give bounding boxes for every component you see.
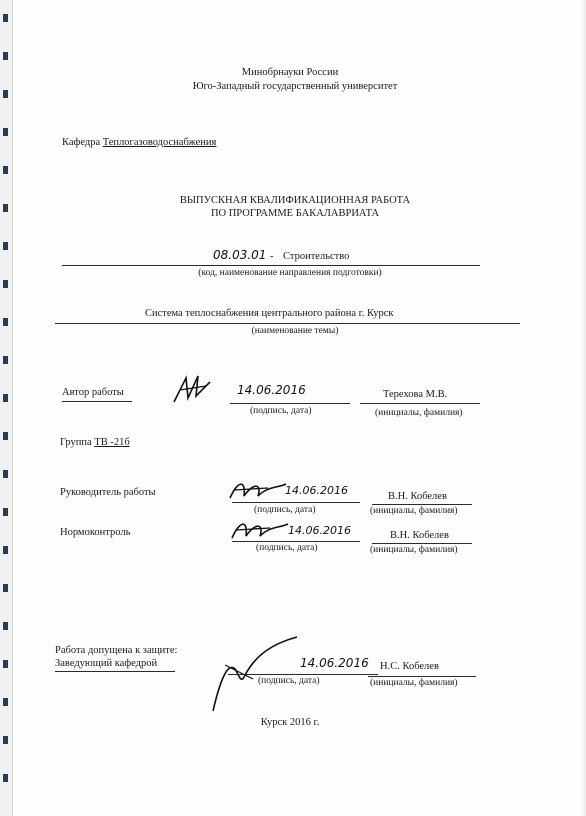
supervisor-sign-caption: (подпись, дата) — [254, 505, 316, 515]
author-name-caption: (инициалы, фамилия) — [375, 408, 463, 418]
binding-mark — [3, 52, 8, 60]
normcontrol-name-caption: (инициалы, фамилия) — [370, 545, 458, 555]
department-label: Кафедра — [62, 137, 101, 148]
binding-mark — [3, 546, 8, 554]
author-date: 14.06.2016 — [237, 383, 306, 397]
supervisor-name: В.Н. Кобелев — [388, 491, 447, 502]
author-name-underline — [360, 403, 480, 404]
direction-caption: (код, наименование направления подготовки) — [198, 268, 382, 278]
binding-strip — [0, 0, 13, 816]
author-sign-underline — [230, 403, 350, 404]
direction-underline — [62, 265, 480, 266]
admission-name-underline — [368, 676, 476, 677]
head-signature — [205, 635, 305, 715]
topic-text: Система теплоснабжения центрального района г. Курск — [145, 308, 394, 319]
supervisor-sign-underline — [232, 502, 360, 503]
normcontrol-date: 14.06.2016 — [288, 524, 351, 537]
normcontrol-sign-underline — [232, 541, 360, 542]
group-line — [60, 437, 130, 448]
work-title-line2: ПО ПРОГРАММЕ БАКАЛАВРИАТА — [210, 208, 380, 219]
author-signature — [172, 372, 212, 406]
binding-mark — [3, 128, 8, 136]
admission-name-caption: (инициалы, фамилия) — [370, 678, 458, 688]
normcontrol-name-underline — [372, 543, 472, 544]
binding-mark — [3, 508, 8, 516]
binding-mark — [3, 356, 8, 364]
binding-mark — [3, 242, 8, 250]
author-label-underline — [62, 401, 132, 402]
department-name: Теплогазоводоснабжения — [102, 137, 217, 148]
admission-label: Работа допущена к защите: — [55, 645, 178, 656]
group-value: ТВ -21б — [94, 437, 130, 448]
direction-separator: - — [270, 251, 274, 262]
binding-mark — [3, 394, 8, 402]
normcontrol-label: Нормоконтроль — [60, 527, 131, 538]
binding-mark — [3, 622, 8, 630]
binding-mark — [3, 660, 8, 668]
university-name: Юго-Западный государственный университет — [192, 81, 398, 92]
admission-name: Н.С. Кобелев — [380, 661, 439, 672]
binding-mark — [3, 698, 8, 706]
direction-code: 08.03.01 — [213, 248, 267, 262]
binding-mark — [3, 318, 8, 326]
head-of-department-label: Заведующий кафедрой — [55, 658, 158, 669]
binding-mark — [3, 166, 8, 174]
binding-mark — [3, 470, 8, 478]
city-year: Курск 2016 г. — [260, 717, 320, 728]
binding-mark — [3, 736, 8, 744]
supervisor-signature — [228, 478, 288, 504]
admission-sign-underline — [228, 674, 378, 675]
work-title-line1: ВЫПУСКНАЯ КВАЛИФИКАЦИОННАЯ РАБОТА — [179, 195, 411, 206]
group-label: Группа — [60, 437, 92, 448]
binding-mark — [3, 774, 8, 782]
binding-mark — [3, 432, 8, 440]
author-name: Терехова М.В. — [383, 389, 448, 400]
supervisor-name-underline — [372, 504, 472, 505]
binding-mark — [3, 204, 8, 212]
direction-name: Строительство — [283, 251, 350, 262]
topic-caption: (наименование темы) — [251, 326, 339, 336]
admission-date: 14.06.2016 — [300, 656, 369, 670]
ministry-name: Минобрнауки России — [241, 67, 339, 78]
supervisor-name-caption: (инициалы, фамилия) — [370, 506, 458, 516]
binding-mark — [3, 90, 8, 98]
normcontrol-name: В.Н. Кобелев — [390, 530, 449, 541]
topic-underline — [55, 323, 520, 324]
head-label-underline — [55, 671, 175, 672]
author-sign-caption: (подпись, дата) — [250, 406, 312, 416]
binding-mark — [3, 14, 8, 22]
supervisor-date: 14.06.2016 — [285, 484, 348, 497]
supervisor-label: Руководитель работы — [60, 487, 156, 498]
author-label: Автор работы — [62, 387, 124, 398]
page-edge-shadow — [580, 0, 586, 816]
binding-mark — [3, 584, 8, 592]
admission-sign-caption: (подпись, дата) — [258, 676, 320, 686]
binding-mark — [3, 280, 8, 288]
normcontrol-sign-caption: (подпись, дата) — [256, 543, 318, 553]
department-line — [62, 137, 216, 148]
